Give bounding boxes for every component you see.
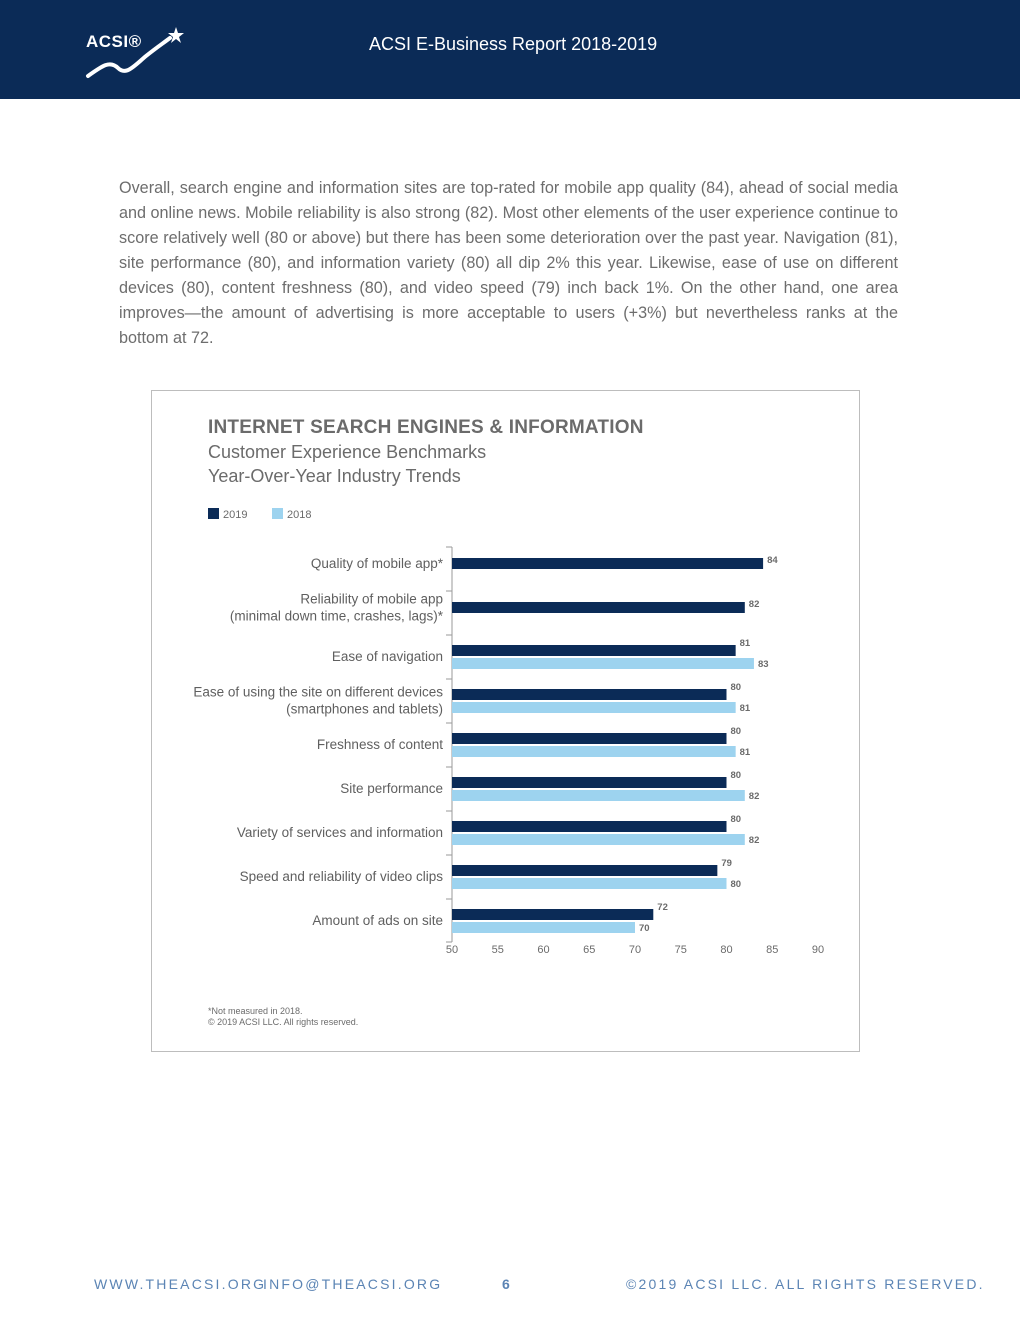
x-tick-label: 50 <box>445 944 459 956</box>
category-label: Quality of mobile app* <box>310 556 443 571</box>
bar-value-label: 70 <box>639 923 650 934</box>
chart-panel <box>151 390 860 1052</box>
bar-2019 <box>452 909 653 920</box>
x-tick-label: 80 <box>720 944 733 956</box>
chart-title: INTERNET SEARCH ENGINES & INFORMATION <box>208 417 644 438</box>
legend-label-2019: 2019 <box>223 509 248 521</box>
footer-copyright: ©2019 ACSI LLC. ALL RIGHTS RESERVED. <box>626 1276 985 1292</box>
acsi-logo <box>84 22 184 82</box>
logo-swoosh-icon <box>84 22 184 82</box>
x-tick-label: 55 <box>491 944 504 956</box>
chart-subtitle-2: Year-Over-Year Industry Trends <box>208 466 461 486</box>
chart-subtitle: Customer Experience Benchmarks <box>208 442 487 462</box>
category-label: Site performance <box>340 781 443 796</box>
category-label: Ease of navigation <box>331 649 443 664</box>
bar-value-label: 80 <box>730 726 742 737</box>
bar-value-label: 72 <box>657 902 668 913</box>
bar-value-label: 81 <box>739 703 751 714</box>
footer-website-link[interactable]: WWW.THEACSI.ORG <box>94 1276 267 1292</box>
bar-value-label: 82 <box>748 791 760 802</box>
bar-value-label: 82 <box>748 835 760 846</box>
bar-2018 <box>452 878 727 889</box>
bar-value-label: 81 <box>739 638 751 649</box>
bar-value-label: 80 <box>730 682 742 693</box>
page-header <box>0 0 1020 99</box>
category-label: (smartphones and tablets) <box>286 701 443 717</box>
bar-value-label: 84 <box>767 555 778 566</box>
bar-value-label: 80 <box>730 879 742 890</box>
bar-2019 <box>452 689 727 700</box>
page-number: 6 <box>502 1276 510 1292</box>
bar-2018 <box>452 922 635 933</box>
bar-2019 <box>452 865 717 876</box>
category-label: Ease of using the site on different devices <box>193 684 443 700</box>
bar-2018 <box>452 702 736 713</box>
x-tick-label: 60 <box>537 944 550 956</box>
bar-2018 <box>452 658 754 669</box>
report-title: ACSI E-Business Report 2018-2019 <box>369 34 658 54</box>
x-tick-label: 75 <box>674 944 687 956</box>
bar-value-label: 81 <box>739 747 751 758</box>
category-label: Variety of services and information <box>236 825 443 840</box>
bar-value-label: 79 <box>721 858 732 869</box>
bar-2019 <box>452 733 727 744</box>
x-tick-label: 85 <box>766 944 779 956</box>
bar-2018 <box>452 790 745 801</box>
category-label: (minimal down time, crashes, lags)* <box>229 608 443 624</box>
bar-chart <box>152 391 858 1050</box>
bar-value-label: 83 <box>757 659 769 670</box>
x-tick-label: 90 <box>811 944 825 956</box>
footer-email-link[interactable]: INFO@THEACSI.ORG <box>263 1276 443 1292</box>
bar-value-label: 80 <box>730 770 742 781</box>
x-tick-label: 65 <box>583 944 596 956</box>
bar-2018 <box>452 746 736 757</box>
category-label: Amount of ads on site <box>312 913 443 928</box>
bar-value-label: 80 <box>730 814 742 825</box>
body-paragraph: Overall, search engine and information sites are top-rated for mobile app quality (84), ahead of social media and online news. Mobile reliability is also strong (82). Most other elements of the user experience continue to score relatively well (80 or above) but there has been some deterioration over the past year. Navigation (81), site performance (80), and information variety (80) all dip 2% this year. Likewise, ease of use on different devices (80), content freshness (80), and video speed (79) inch back 1%. On the other hand, one area improves—the amount of advertising is more acceptable to users (+3%) but nevertheless ranks at the bottom at 72. <box>119 179 898 347</box>
legend-label-2018: 2018 <box>287 509 312 521</box>
bar-2019 <box>452 558 763 569</box>
bar-value-label: 82 <box>748 599 760 610</box>
bar-2019 <box>452 821 727 832</box>
bar-2019 <box>452 602 745 613</box>
category-label: Reliability of mobile app <box>300 591 443 607</box>
category-label: Speed and reliability of video clips <box>239 869 443 884</box>
bar-2019 <box>452 645 736 656</box>
x-tick-label: 70 <box>628 944 642 956</box>
category-label: Freshness of content <box>316 737 443 752</box>
logo-text: ACSI® <box>86 32 142 51</box>
chart-footnote: *Not measured in 2018. <box>208 1006 303 1016</box>
bar-2018 <box>452 834 745 845</box>
bar-2019 <box>452 777 727 788</box>
chart-copyright: © 2019 ACSI LLC. All rights reserved. <box>208 1017 359 1027</box>
